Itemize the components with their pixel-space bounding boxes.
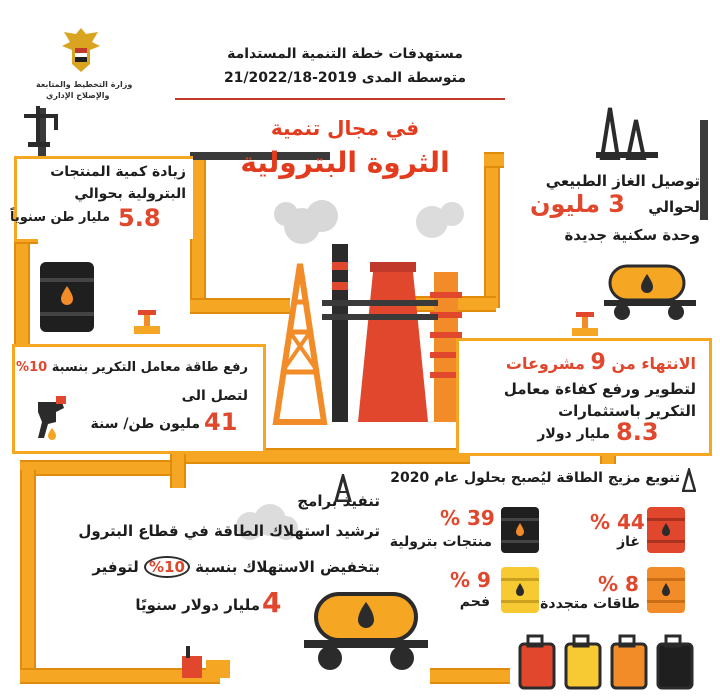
petroleum-line1: زيادة كمية المنتجات [50, 164, 186, 180]
programs-line3-text: بتخفيض الاستهلاك بنسبة [195, 558, 380, 576]
petroleum-line2: البترولية بحوالي [74, 186, 186, 202]
jerry-cans-group [516, 634, 696, 690]
coal-percent-value: 9 [477, 568, 491, 592]
oil-derrick-icon [682, 468, 696, 492]
pipe-segment [430, 668, 510, 684]
gas-percent-value: 44 [617, 510, 645, 534]
main-title-line2: الثروة البترولية [240, 146, 450, 179]
programs-unit: مليار دولار سنويًا [135, 596, 260, 614]
gas-label: غاز [617, 534, 640, 550]
projects-line2: لتطوير ورفع كفاءة معامل [503, 380, 696, 398]
coal-percent-sign: % [450, 568, 471, 592]
energy-mix-title: تنويع مزيج الطاقة ليُصبح بحلول عام 2020 [390, 470, 680, 486]
refining-line1-value: 10% [16, 360, 48, 375]
gas-line1: توصيل الغاز الطبيعي [545, 172, 700, 190]
barrel-petroleum-icon [500, 506, 540, 554]
gas-line3: وحدة سكنية جديدة [564, 226, 700, 244]
projects-line1-value: 9 [590, 350, 606, 375]
programs-line3-suffix: لتوفير [92, 558, 139, 576]
pipe-segment [170, 448, 186, 488]
barrel-coal-icon [500, 566, 540, 614]
renewables-percent-sign: % [598, 572, 619, 596]
renewables-percent [598, 572, 639, 596]
programs-line2: ترشيد استهلاك الطاقة في قطاع البترول [78, 522, 380, 540]
tanker-truck-icon [600, 258, 700, 322]
fuel-nozzle-icon [34, 394, 70, 440]
gas-percent [590, 510, 645, 534]
pipe-segment [14, 228, 30, 348]
programs-line3-value: 10% [144, 556, 190, 578]
projects-line1-suffix: مشروعات [505, 354, 585, 373]
header-divider [175, 98, 505, 100]
renewables-label: طاقات متجددة [540, 596, 640, 612]
coal-percent [450, 568, 491, 592]
refining-value: 41 [204, 408, 238, 436]
oil-barrel-icon [38, 260, 96, 334]
pipe-segment [20, 470, 36, 680]
refining-unit: مليون طن/ سنة [90, 416, 200, 432]
header-title-line1: مستهدفات خطة التنمية المستدامة [227, 46, 463, 62]
petroleum-unit: مليار طن سنوياً [9, 210, 110, 225]
egypt-eagle-logo [56, 24, 106, 80]
refining-line1-text: رفع طاقة معامل التكرير بنسبة [51, 360, 248, 375]
refinery-illustration [262, 192, 470, 430]
projects-line3: التكرير باستثمارات [558, 402, 696, 420]
projects-value: 8.3 [616, 418, 659, 446]
main-title-line1: في مجال تنمية [270, 116, 420, 140]
projects-line1-text: الانتهاء من [611, 354, 696, 373]
header-title-line2: متوسطة المدى 2019-21/2022/18 [223, 70, 467, 86]
oil-derrick-icon [334, 474, 352, 502]
barrel-gas-icon [646, 506, 686, 554]
programs-value: 4 [262, 586, 282, 619]
projects-line1 [462, 350, 696, 375]
gas-prefix: لحوالي [648, 198, 700, 216]
pipe-segment [700, 120, 708, 220]
coal-label: فحم [459, 594, 490, 610]
petroleum-value: 5.8 [118, 204, 161, 232]
oil-derrick-icon [14, 100, 64, 150]
petroleum-percent [440, 506, 495, 530]
pump-station-icon [178, 642, 234, 680]
pipe-segment [484, 152, 500, 308]
pipe-segment [484, 152, 504, 168]
refining-line2: لتصل الى [181, 388, 248, 404]
renewables-percent-value: 8 [625, 572, 639, 596]
valve-icon [572, 310, 598, 336]
petroleum-percent-sign: % [440, 506, 461, 530]
petroleum-mix-label: منتجات بترولية [389, 534, 492, 550]
ministry-name-1: وزارة التخطيط والمتابعة [36, 80, 133, 89]
gas-value: 3 مليون [529, 190, 625, 218]
barrel-renewables-icon [646, 566, 686, 614]
ministry-name-2: والإصلاح الإداري [46, 91, 110, 100]
valve-icon [134, 308, 160, 334]
gas-percent-sign: % [590, 510, 611, 534]
programs-line1: تنفيذ برامج [297, 492, 380, 510]
projects-unit: مليار دولار [537, 426, 610, 442]
tanker-truck-icon [296, 584, 436, 674]
refining-line1 [18, 360, 248, 375]
oil-derrick-icon [592, 102, 662, 160]
pipe-segment [20, 460, 180, 476]
petroleum-percent-value: 39 [467, 506, 495, 530]
programs-line3 [80, 558, 380, 576]
